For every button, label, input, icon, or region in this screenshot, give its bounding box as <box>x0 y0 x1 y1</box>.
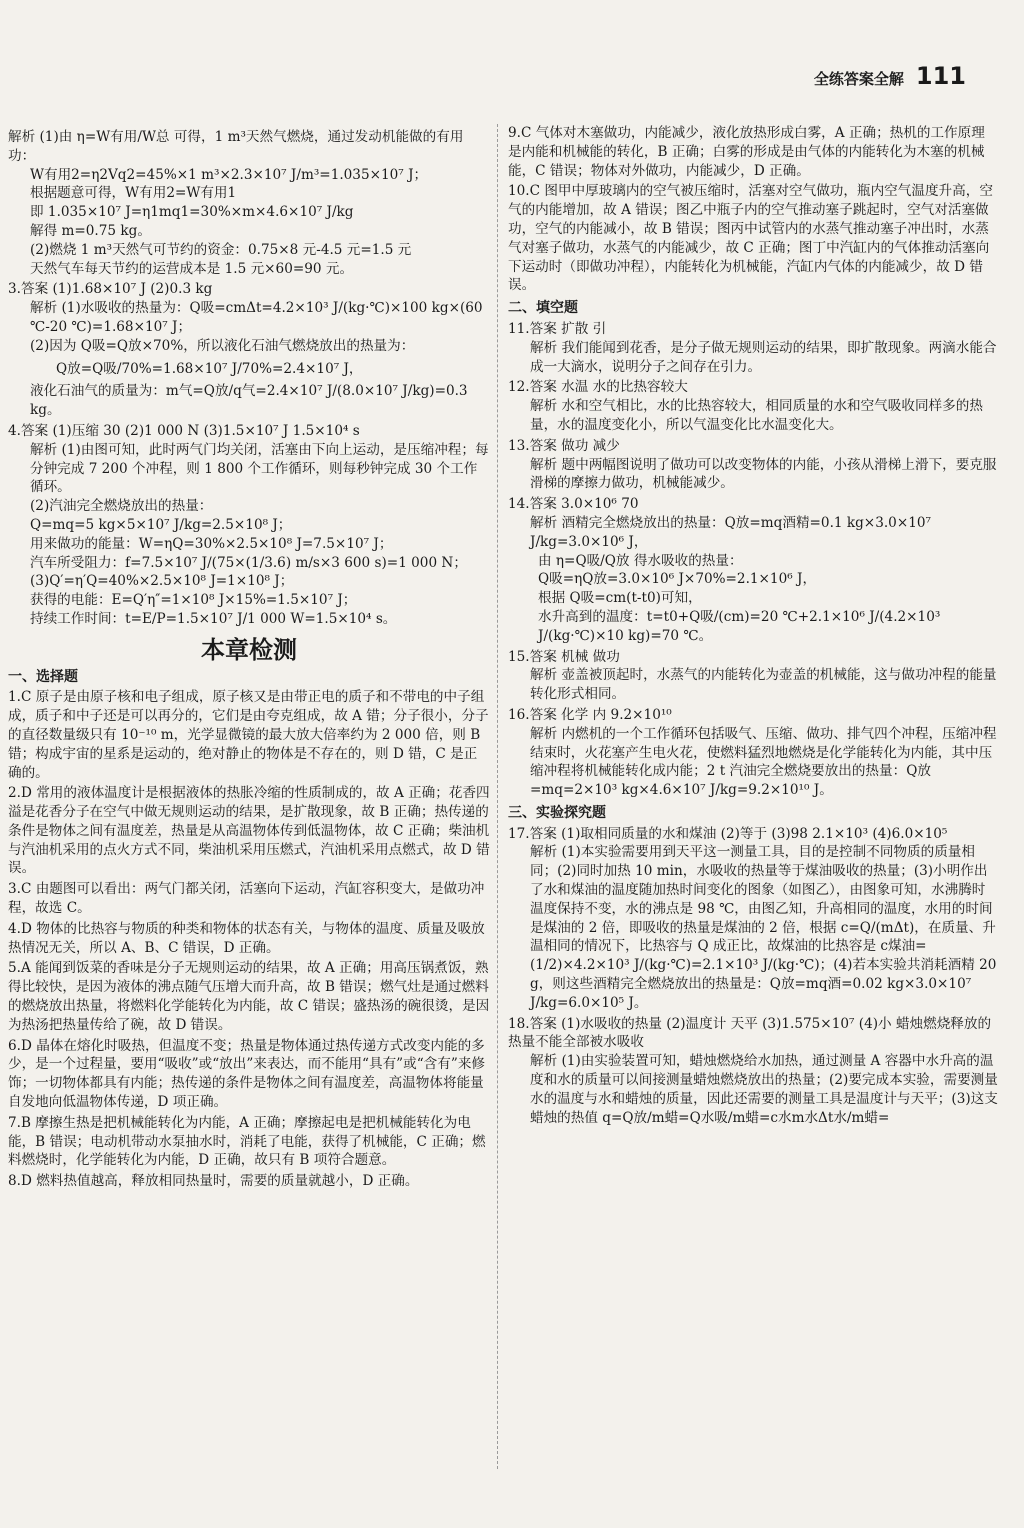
equation-line: 水升高到的温度：t=t0+Q吸/(cm)=20 ℃+2.1×10⁶ J/(4.2×10³ J/(kg·℃)×10 kg)=70 ℃。 <box>538 608 941 644</box>
equation-line: W有用2=η2Vq2=45%×1 m³×2.3×10⁷ J/m³=1.035×10⁷ J； <box>30 166 428 183</box>
column-divider <box>497 124 498 1469</box>
equation-line: 用来做功的能量：W=ηQ=30%×2.5×10⁸ J=7.5×10⁷ J； <box>30 535 393 552</box>
equation-line: Q吸=ηQ放=3.0×10⁶ J×70%=2.1×10⁶ J， <box>538 571 817 588</box>
answer-line: 18.答案 (1)水吸收的热量 (2)温度计 天平 (3)1.575×10⁷ (4)小 蜡烛燃烧释放的热量不能全部被水吸收 <box>508 1015 992 1051</box>
explanation-line: 解析 (1)由 η=W有用/W总 可得，1 m³天然气燃烧，通过发动机能做的有用功： <box>8 129 464 164</box>
explanation-line: (2)汽油完全燃烧放出的热量： <box>30 498 213 515</box>
answer-line: 4.答案 (1)压缩 30 (2)1 000 N (3)1.5×10⁷ J 1.5×10⁴ s <box>8 422 360 439</box>
section-heading: 一、选择题 <box>8 668 78 685</box>
equation-line: Q=mq=5 kg×5×10⁷ J/kg=2.5×10⁸ J； <box>30 516 292 533</box>
right-column <box>508 122 998 1127</box>
chapter-title: 本章检测 <box>201 635 297 664</box>
choice-answer: 4.D 物体的比热容与物质的种类和物体的状态有关，与物体的温度、质量及吸放热情况无关，所以 A、B、C 错误，D 正确。 <box>8 920 485 956</box>
explanation-line: 解析 我们能闻到花香，是分子做无规则运动的结果，即扩散现象。两滴水能合成一大滴水，说明分子之间存在引力。 <box>530 339 997 375</box>
page-number: 111 <box>915 62 966 90</box>
equation-line: 持续工作时间：t=E/P=1.5×10⁷ J/1 000 W=1.5×10⁴ s。 <box>30 610 397 627</box>
page-header <box>814 62 966 90</box>
equation-line: 解得 m=0.75 kg。 <box>30 222 151 239</box>
choice-answer: 10.C 图甲中厚玻璃内的空气被压缩时，活塞对空气做功，瓶内空气温度升高，空气的内能增加，故 A 错误；图乙中瓶子内的空气推动塞子跳起时，空气对活塞做功，空气的内能减小，故 B 错误；图丙中试管内的水蒸气推动塞子冲出时，水蒸气对塞子做功，水蒸气的内能减少，故 C 正确；图丁中汽缸内的气体推动活塞向下运动时（即做功冲程），内能转化为机械能，汽缸内气体的内能减少，故 D 错误。 <box>508 183 993 294</box>
answer-line: 15.答案 机械 做功 <box>508 648 620 665</box>
explanation-line: 解析 (1)本实验需要用到天平这一测量工具，目的是控制不同物质的质量相同；(2)同时加热 10 min，水吸收的热量等于煤油吸收的热量；(3)小明作出了水和煤油的温度随加热时间变化的图象（如图乙），由图象可知，水沸腾时温度保持不变，水的沸点是 98 ℃，由图乙知，升高相同的温度，水用的时间是煤油的 2 倍，即吸收的热量是煤油的 2 倍，根据 c=Q/(mΔt)，在质量、升温相同的情况下，比热容与 Q 成正比，故煤油的比热容是 c煤油=(1/2)×4.2×10³ J/(kg·℃)=2.1×10³ J/(kg·℃)；(4)若本实验共消耗酒精 20 g，则这些酒精完全燃烧放出的热量是：Q放=mq酒=0.02 kg×3.0×10⁷ J/kg=6.0×10⁵ J。 <box>530 844 997 1011</box>
equation-line: 汽车所受阻力：f=7.5×10⁷ J/(75×(1/3.6) m/s×3 600 s)=1 000 N； <box>30 554 467 571</box>
explanation-line: 天然气车每天节约的运营成本是 1.5 元×60=90 元。 <box>30 260 354 277</box>
explanation-line: 解析 (1)由图可知，此时两气门均关闭，活塞由下向上运动，是压缩冲程；每分钟完成 7 200 个冲程，则 1 800 个工作循环，则每秒钟完成 30 个工作循环。 <box>30 441 489 496</box>
explanation-line: 解析 题中两幅图说明了做功可以改变物体的内能，小孩从滑梯上滑下，要克服滑梯的摩擦力做功，机械能减少。 <box>530 456 997 492</box>
choice-answer: 6.D 晶体在熔化时吸热，但温度不变；热量是物体通过热传递方式改变内能的多少，是一个过程量，要用“吸收”或“放出”来表达，而不能用“具有”或“含有”来修饰；一切物体都具有内能；热传递的条件是物体之间有温度差，高温物体将能量自发地向低温物体传递，D 项正确。 <box>8 1037 486 1111</box>
answer-line: 14.答案 3.0×10⁶ 70 <box>508 496 639 513</box>
section-heading: 三、实验探究题 <box>508 804 606 821</box>
equation-line: 即 1.035×10⁷ J=η1mq1=30%×m×4.6×10⁷ J/kg <box>30 204 354 221</box>
choice-answer: 3.C 由题图可以看出：两气门都关闭，活塞向下运动，汽缸容积变大，是做功冲程，故选 C。 <box>8 881 485 917</box>
equation-line: 由 η=Q吸/Q放 得水吸收的热量： <box>538 552 743 569</box>
equation-line: 获得的电能：E=Q′η″=1×10⁸ J×15%=1.5×10⁷ J； <box>30 592 357 609</box>
explanation-line: (2)因为 Q吸=Q放×70%，所以液化石油气燃烧放出的热量为： <box>30 337 415 354</box>
answer-line: 13.答案 做功 减少 <box>508 437 620 454</box>
answer-line: 11.答案 扩散 引 <box>508 320 607 337</box>
answer-line: 17.答案 (1)取相同质量的水和煤油 (2)等于 (3)98 2.1×10³ (4)6.0×10⁵ <box>508 825 948 842</box>
left-column <box>8 128 490 1191</box>
explanation-line: 解析 (1)由实验装置可知，蜡烛燃烧给水加热，通过测量 A 容器中水升高的温度和水的质量可以间接测量蜡烛燃烧放出的热量；(2)要完成本实验，需要测量水的温度与水和蜡烛的质量，因此还需要的测量工具是温度计与天平；(3)这支蜡烛的热值 q=Q放/m蜡=Q水吸/m蜡=c水m水Δt水/m蜡= <box>530 1053 998 1126</box>
answer-line: 16.答案 化学 内 9.2×10¹⁰ <box>508 706 672 723</box>
explanation-line: 解析 水和空气相比，水的比热容较大，相同质量的水和空气吸收同样多的热量，水的温度变化小，所以气温变化比水温变化大。 <box>530 398 983 433</box>
explanation-line: 解析 壶盖被顶起时，水蒸气的内能转化为壶盖的机械能，这与做功冲程的能量转化形式相同。 <box>530 667 997 703</box>
header-title: 全练答案全解 <box>813 70 904 88</box>
explanation-line: 解析 (1)水吸收的热量为：Q吸=cmΔt=4.2×10³ J/(kg·℃)×100 kg×(60 ℃-20 ℃)=1.68×10⁷ J； <box>30 300 483 335</box>
answer-line: 12.答案 水温 水的比热容较大 <box>508 379 688 396</box>
answer-line: 3.答案 (1)1.68×10⁷ J (2)0.3 kg <box>8 281 213 298</box>
explanation-line: 解析 酒精完全燃烧放出的热量：Q放=mq酒精=0.1 kg×3.0×10⁷ J/kg=3.0×10⁶ J， <box>530 514 931 550</box>
choice-answer: 1.C 原子是由原子核和电子组成，原子核又是由带正电的质子和不带电的中子组成，质子和中子还是可以再分的，它们是由夸克组成，故 A 错；分子很小，分子的直径数量级只有 10⁻¹⁰ m，光学显微镜的最大放大倍率约为 2 000 倍，则 B 错；构成宇宙的星系是运动的，绝对静止的物体是不存在的，则 D 错，C 是正确的。 <box>8 689 489 781</box>
explanation-line: (2)燃烧 1 m³天然气可节约的资金：0.75×8 元-4.5 元=1.5 元 <box>30 241 412 258</box>
choice-answer: 2.D 常用的液体温度计是根据液体的热胀冷缩的性质制成的，故 A 正确；花香四溢是花香分子在空气中做无规则运动的结果，是扩散现象，故 B 正确；热传递的条件是物体之间有温度差，热量是从高温物体传到低温物体，故 C 正确；柴油机与汽油机采用的点火方式不同，柴油机采用压燃式，汽油机采用点燃式，故 D 错误。 <box>8 785 490 877</box>
choice-answer: 9.C 气体对木塞做功，内能减少，液化放热形成白雾，A 正确；热机的工作原理是内能和机械能的转化，B 正确；白雾的形成是由气体的内能转化为木塞的机械能，C 错误；物体对外做功，内能减少，D 正确。 <box>508 125 985 179</box>
equation-line: 根据 Q吸=cm(t-t0)可知， <box>538 590 702 607</box>
choice-answer: 7.B 摩擦生热是把机械能转化为内能，A 正确；摩擦起电是把机械能转化为电能，B 错误；电动机带动水泵抽水时，消耗了电能，获得了机械能，C 正确；燃料燃烧时，化学能转化为内能，D 正确，故只有 B 项符合题意。 <box>8 1114 486 1169</box>
choice-answer: 5.A 能闻到饭菜的香味是分子无规则运动的结果，故 A 正确；用高压锅煮饭，熟得比较快，是因为液体的沸点随气压增大而升高，故 B 错误；燃气灶是通过燃料的燃烧放出热量，将燃料化学能转化为内能，故 C 错误；盛热汤的碗很烫，是因为热汤把热量传给了碗，故 D 错误。 <box>8 960 490 1033</box>
equation-line: 根据题意可得，W有用2=W有用1 <box>30 185 237 202</box>
explanation-line: 解析 内燃机的一个工作循环包括吸气、压缩、做功、排气四个冲程，压缩冲程结束时，火花塞产生电火花，使燃料猛烈地燃烧是化学能转化为内能，其中压缩冲程将机械能转化成内能；2 t 汽油完全燃烧要放出的热量：Q放=mq=2×10³ kg×4.6×10⁷ J/kg=9.2×10¹⁰ J。 <box>530 725 997 799</box>
equation-line: Q放=Q吸/70%=1.68×10⁷ J/70%=2.4×10⁷ J， <box>56 360 363 377</box>
equation-line: 液化石油气的质量为：m气=Q放/q气=2.4×10⁷ J/(8.0×10⁷ J/kg)=0.3 kg。 <box>30 383 468 419</box>
section-heading: 二、填空题 <box>508 300 578 317</box>
choice-answer: 8.D 燃料热值越高，释放相同热量时，需要的质量就越小，D 正确。 <box>8 1173 419 1190</box>
equation-line: (3)Q′=η′Q=40%×2.5×10⁸ J=1×10⁸ J； <box>30 573 294 590</box>
